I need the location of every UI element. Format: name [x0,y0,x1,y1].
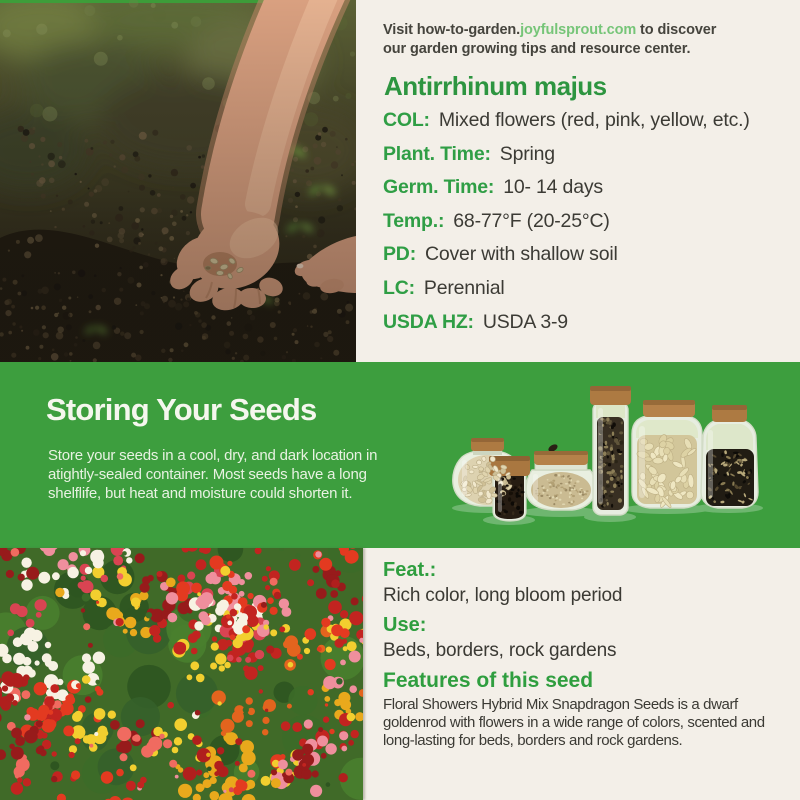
spec-value: Perennial [423,276,505,299]
spec-label: COL: [383,109,430,131]
spec-label: PD: [383,243,416,266]
spec-value: Mixed flowers (red, pink, yellow, etc.) [438,109,750,131]
storing-title: Storing Your Seeds [46,392,317,427]
seed-jars-image [440,362,800,548]
spec-row-germ-time [383,171,797,205]
spec-label: Temp.: [383,209,445,232]
use-value: Beds, borders, rock gardens [383,640,617,661]
spec-row-usda-zone [383,306,797,340]
site-note [383,21,739,59]
feat-label: Feat.: [383,559,437,581]
plant-spec-list [383,104,797,339]
spec-value: Cover with shallow soil [424,243,618,266]
spec-row-life-cycle [383,272,797,306]
flowers-photo [0,548,363,800]
seed-details [383,558,799,750]
spec-row-plant-time [383,138,797,172]
storing-body: Store your seeds in a cool, dry, and dark location in atightly-sealed container. Most seeds have a long shelflife, but heat and moisture could shorten it. [48,447,378,502]
plant-title: Antirrhinum majus [384,71,607,101]
storing-band [0,362,800,548]
spec-label: Plant. Time: [383,142,491,165]
spec-label: LC: [383,276,415,299]
spec-label: Germ. Time: [383,176,495,199]
spec-value: USDA 3-9 [482,310,568,333]
feat-value: Rich color, long bloom period [383,585,623,606]
planting-photo [0,0,356,362]
use-label: Use: [383,614,427,636]
features-body: Floral Showers Hybrid Mix Snapdragon Seeds is a dwarf goldenrod with flowers in a wide range of colors, scented and long-lasting for beds, borders and rock gardens. [383,696,765,749]
flowers-photo-art [0,548,363,800]
spec-value: 68-77°F (20-25°C) [453,209,610,232]
planting-photo-art [0,0,356,362]
site-url: joyfulsprout.com [520,22,637,38]
spec-value: Spring [499,142,555,165]
spec-value: 10- 14 days [503,176,603,199]
spec-row-temp [383,205,797,239]
spec-row-color [383,104,797,138]
site-note-suffix: to discover our garden growing tips and resource center. [383,22,717,57]
spec-label: USDA HZ: [383,310,474,333]
site-note-prefix: Visit how-to-garden. [383,22,521,38]
features-title: Features of this seed [383,669,594,692]
spec-row-planting-depth [383,238,797,272]
